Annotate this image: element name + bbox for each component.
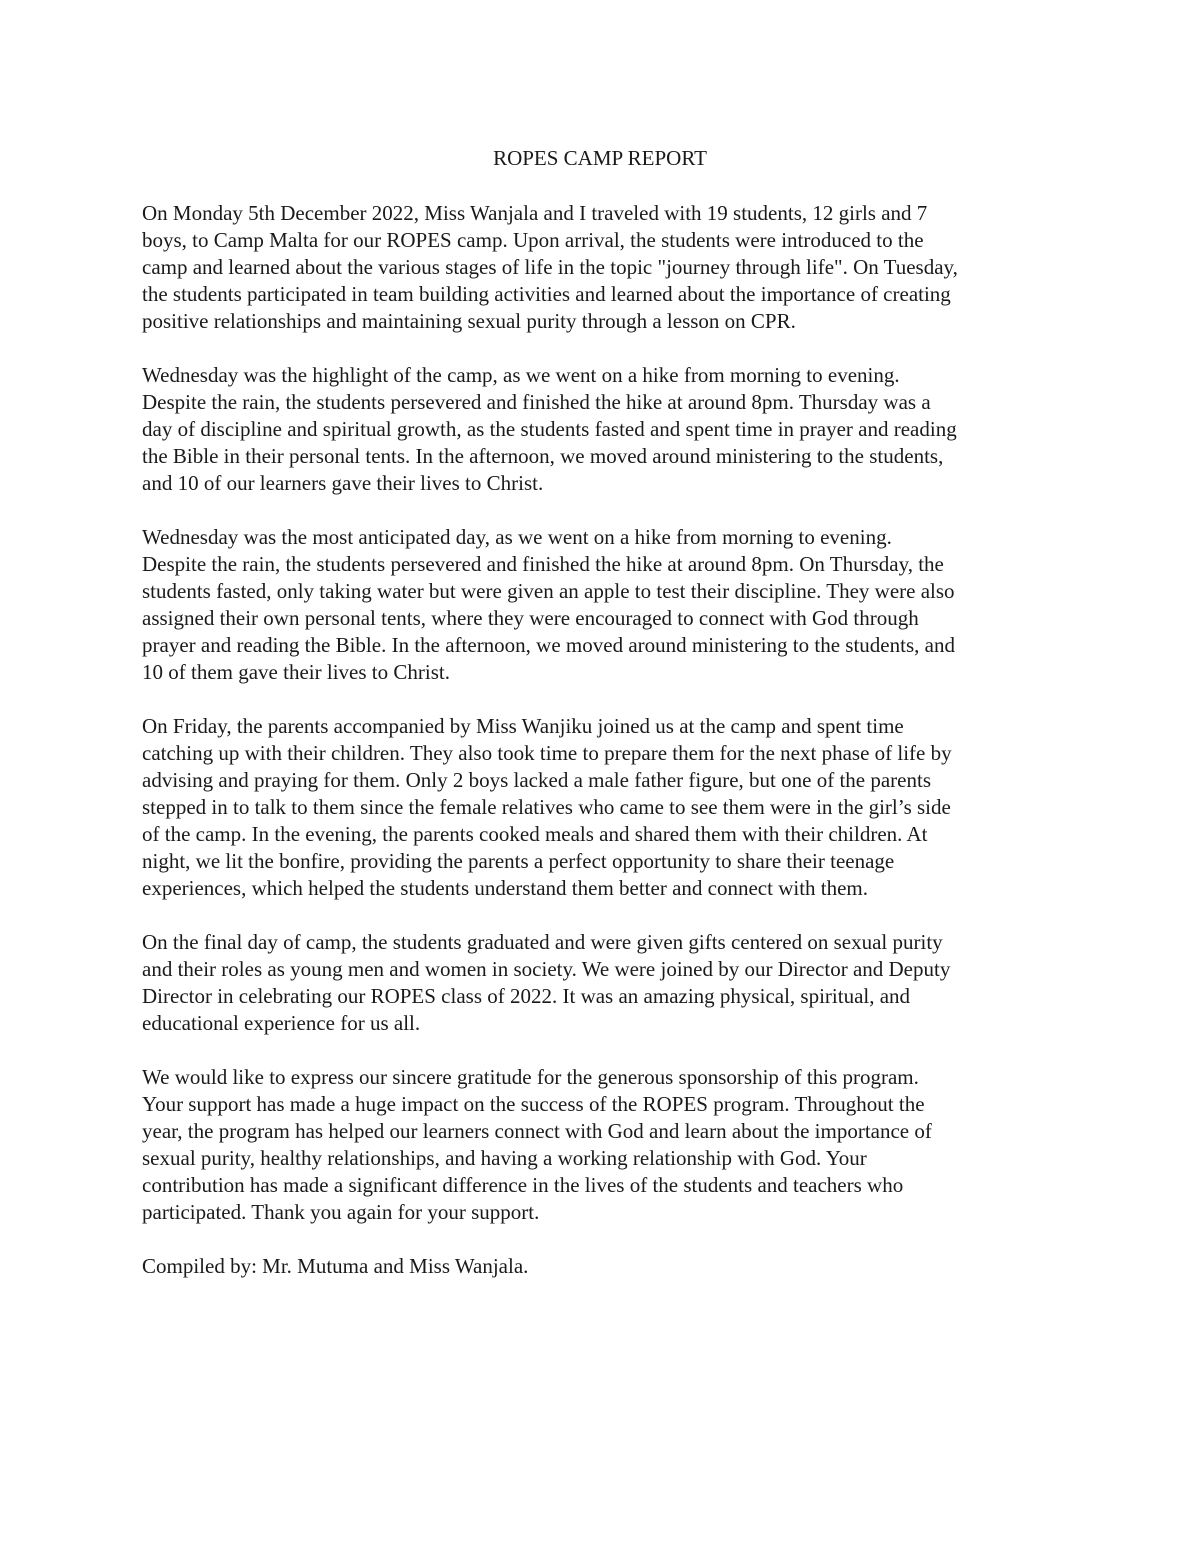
paragraph-line: of the camp. In the evening, the parents cooked meals and shared them with their children. At	[142, 822, 928, 846]
paragraph-gratitude	[142, 1064, 1058, 1226]
paragraph-line: We would like to express our sincere gratitude for the generous sponsorship of this program.	[142, 1065, 919, 1089]
paragraph-line: camp and learned about the various stages of life in the topic "journey through life". On Tuesday,	[142, 255, 958, 279]
paragraph-line: year, the program has helped our learners connect with God and learn about the importance of	[142, 1119, 932, 1143]
paragraph-line: the Bible in their personal tents. In the afternoon, we moved around ministering to the students,	[142, 444, 944, 468]
paragraph-line: Wednesday was the most anticipated day, as we went on a hike from morning to evening.	[142, 525, 892, 549]
paragraph-line: Despite the rain, the students persevered and finished the hike at around 8pm. Thursday was a	[142, 390, 931, 414]
paragraph-arrival	[142, 200, 1058, 335]
paragraph-line: Despite the rain, the students persevered and finished the hike at around 8pm. On Thursday, the	[142, 552, 944, 576]
paragraph-line: night, we lit the bonfire, providing the parents a perfect opportunity to share their teenage	[142, 849, 895, 873]
paragraph-line: Compiled by: Mr. Mutuma and Miss Wanjala.	[142, 1254, 529, 1278]
paragraph-line: Your support has made a huge impact on the success of the ROPES program. Throughout the	[142, 1092, 925, 1116]
paragraph-parents-friday	[142, 713, 1058, 902]
paragraph-line: prayer and reading the Bible. In the afternoon, we moved around ministering to the students, and	[142, 633, 955, 657]
paragraph-line: Director in celebrating our ROPES class of 2022. It was an amazing physical, spiritual, and	[142, 984, 911, 1008]
paragraph-line: stepped in to talk to them since the female relatives who came to see them were in the girl’s side	[142, 795, 951, 819]
paragraph-line: On Monday 5th December 2022, Miss Wanjala and I traveled with 19 students, 12 girls and 7	[142, 201, 928, 225]
paragraph-line: and 10 of our learners gave their lives to Christ.	[142, 471, 544, 495]
paragraph-hike-highlight	[142, 362, 1058, 497]
paragraph-line: On Friday, the parents accompanied by Miss Wanjiku joined us at the camp and spent time	[142, 714, 904, 738]
paragraph-line: assigned their own personal tents, where they were encouraged to connect with God through	[142, 606, 919, 630]
paragraph-line: On the final day of camp, the students graduated and were given gifts centered on sexual purity	[142, 930, 943, 954]
paragraph-line: sexual purity, healthy relationships, and having a working relationship with God. Your	[142, 1146, 867, 1170]
paragraph-hike-anticipated	[142, 524, 1058, 686]
paragraph-line: day of discipline and spiritual growth, as the students fasted and spent time in prayer and reading	[142, 417, 957, 441]
paragraph-line: educational experience for us all.	[142, 1011, 421, 1035]
paragraph-compiled-by	[142, 1253, 1058, 1280]
paragraph-line: boys, to Camp Malta for our ROPES camp. Upon arrival, the students were introduced to the	[142, 228, 924, 252]
paragraph-line: advising and praying for them. Only 2 boys lacked a male father figure, but one of the parents	[142, 768, 932, 792]
paragraph-line: positive relationships and maintaining sexual purity through a lesson on CPR.	[142, 309, 796, 333]
paragraph-line: students fasted, only taking water but were given an apple to test their discipline. They were also	[142, 579, 955, 603]
paragraph-line: contribution has made a significant difference in the lives of the students and teachers who	[142, 1173, 904, 1197]
paragraph-line: and their roles as young men and women in society. We were joined by our Director and Deputy	[142, 957, 951, 981]
paragraph-line: catching up with their children. They also took time to prepare them for the next phase of life by	[142, 741, 952, 765]
paragraph-line: Wednesday was the highlight of the camp, as we went on a hike from morning to evening.	[142, 363, 900, 387]
paragraph-graduation	[142, 929, 1058, 1037]
paragraph-line: 10 of them gave their lives to Christ.	[142, 660, 450, 684]
document-title: ROPES CAMP REPORT	[493, 146, 707, 170]
paragraph-line: the students participated in team building activities and learned about the importance of creating	[142, 282, 951, 306]
paragraph-line: participated. Thank you again for your support.	[142, 1200, 540, 1224]
paragraph-line: experiences, which helped the students understand them better and connect with them.	[142, 876, 869, 900]
